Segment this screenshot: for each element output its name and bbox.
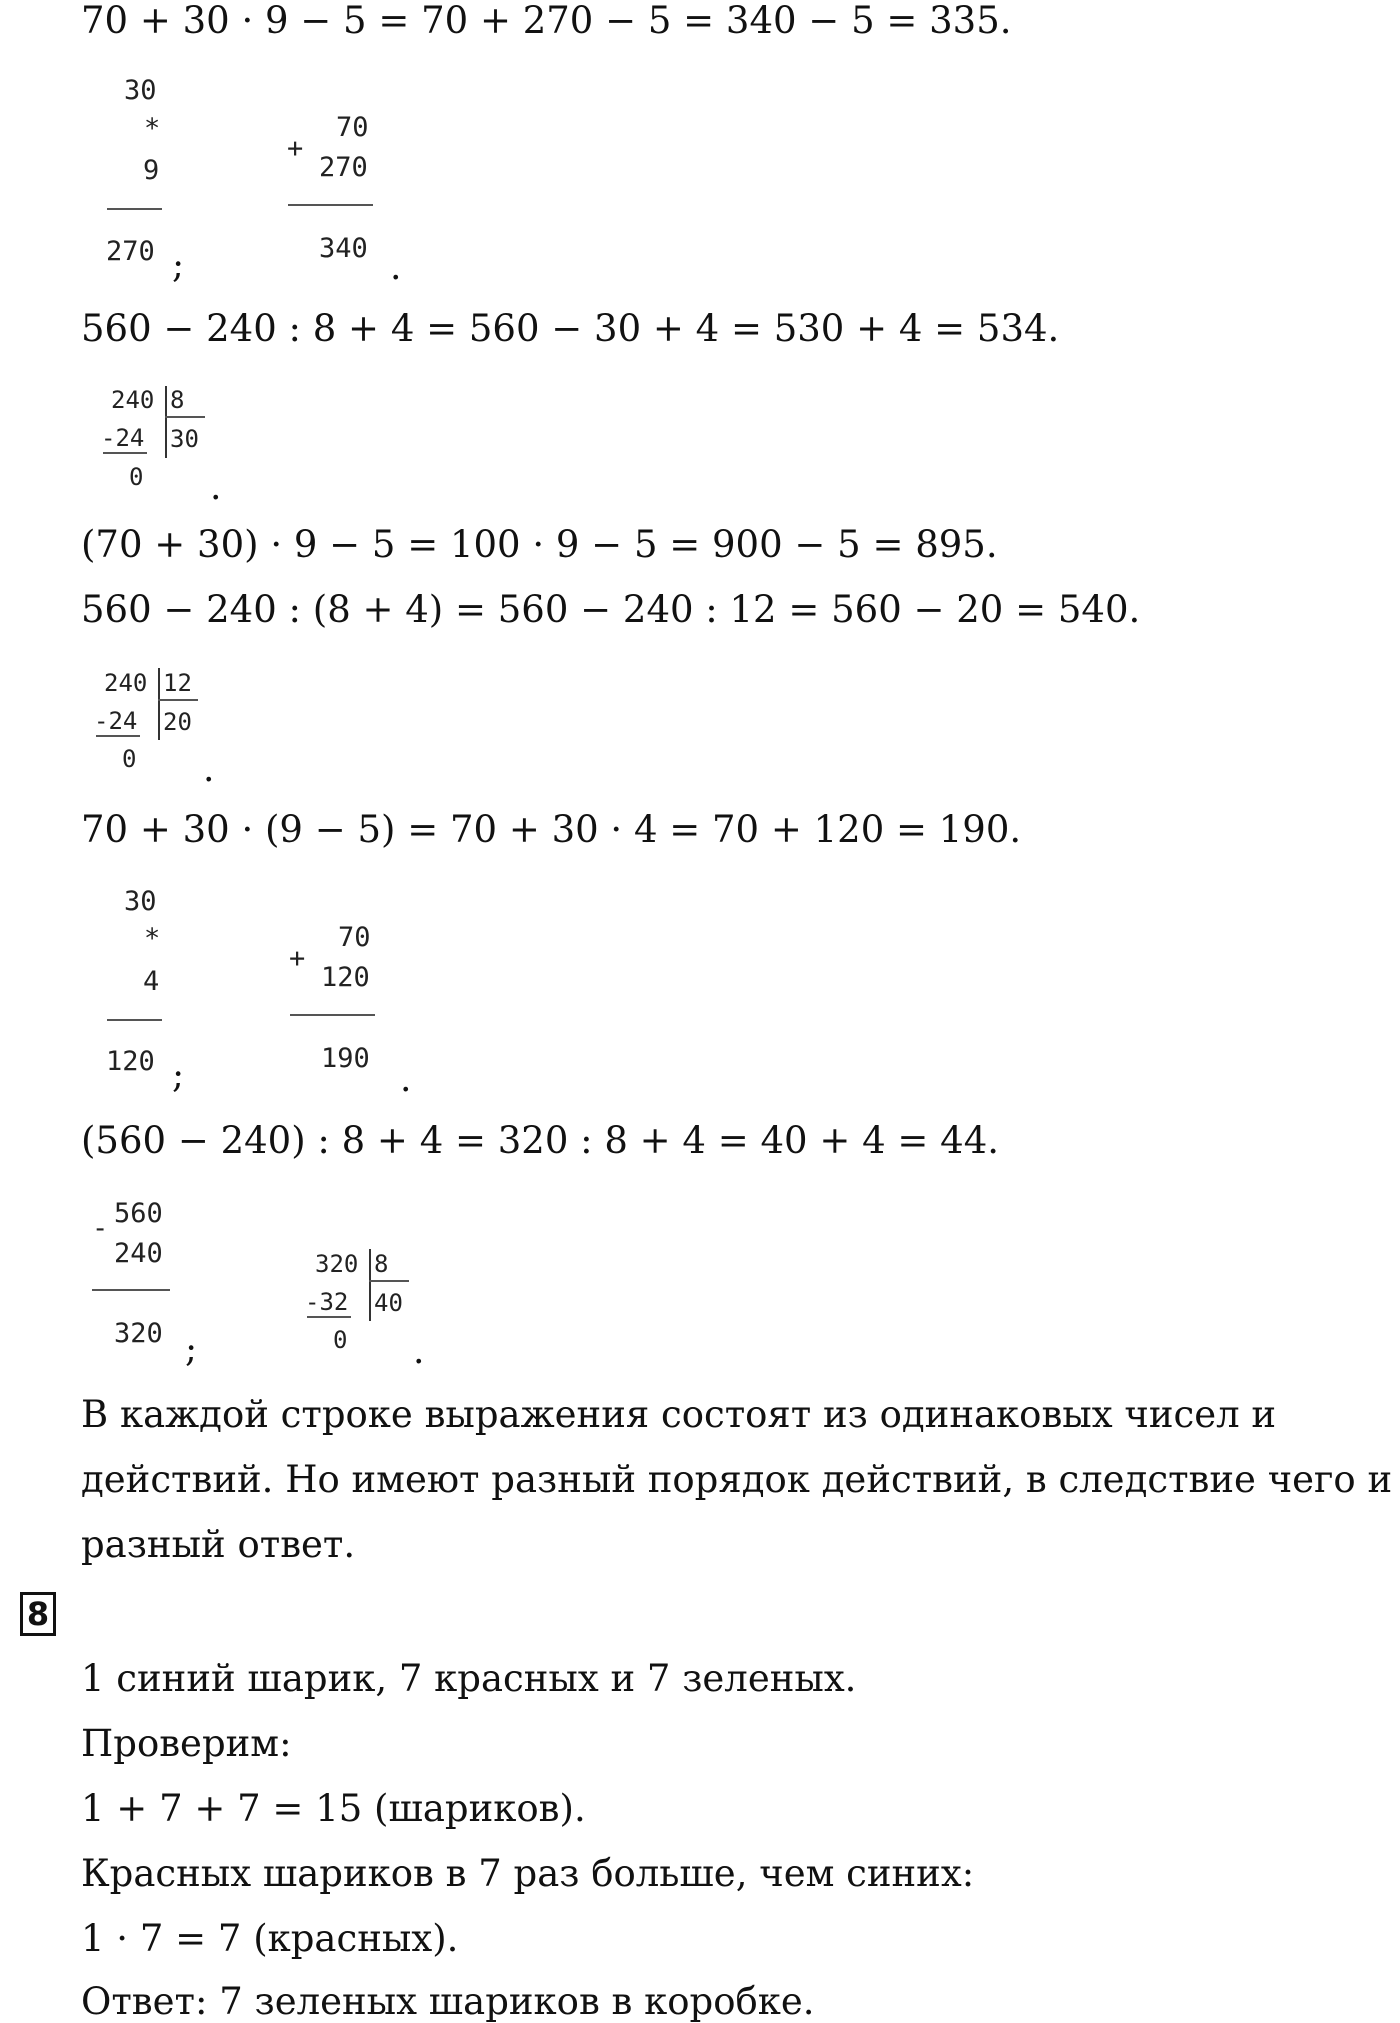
task-number-box: 8 <box>20 1592 56 1636</box>
divisor-rule <box>165 416 205 418</box>
semicolon: ; <box>185 1329 198 1370</box>
period: . <box>390 247 402 288</box>
check-sum: 1 + 7 + 7 = 15 (шариков). <box>81 1787 586 1830</box>
sum: 340 <box>319 233 368 264</box>
expression-line-5: 70 + 30 · (9 − 5) = 70 + 30 · 4 = 70 + 120 = 190. <box>81 808 1022 851</box>
period: . <box>413 1331 425 1372</box>
divisor: 12 <box>163 669 192 697</box>
multiply-sign: * <box>144 113 161 144</box>
task-answer-line: 1 синий шарик, 7 красных и 7 зеленых. <box>81 1657 857 1700</box>
product: 120 <box>106 1046 155 1077</box>
check-condition: Красных шариков в 7 раз больше, чем синих: <box>81 1852 975 1895</box>
remainder: 0 <box>129 463 144 491</box>
addend-1: 70 <box>338 922 371 953</box>
minuend: 560 <box>114 1198 163 1229</box>
minus-sign: - <box>92 1213 109 1244</box>
plus-sign: + <box>287 133 304 164</box>
difference: 320 <box>114 1318 163 1349</box>
expression-line-3: (70 + 30) · 9 − 5 = 100 · 9 − 5 = 900 − 5 = 895. <box>81 523 998 566</box>
dividend: 240 <box>111 386 155 414</box>
period: . <box>210 467 222 508</box>
addend-2: 270 <box>319 152 368 183</box>
expression-line-6: (560 − 240) : 8 + 4 = 320 : 8 + 4 = 40 + 4 = 44. <box>81 1119 1000 1162</box>
expression-line-4: 560 − 240 : (8 + 4) = 560 − 240 : 12 = 560 − 20 = 540. <box>81 588 1141 631</box>
divisor-rule <box>369 1280 409 1282</box>
division-bar <box>158 668 160 740</box>
result-rule <box>92 1289 170 1291</box>
explanation-line-1: В каждой строке выражения состоят из одинаковых чисел и <box>81 1393 1277 1436</box>
product: 270 <box>106 236 155 267</box>
period: . <box>203 749 215 790</box>
subtrahend: -24 <box>101 424 145 452</box>
result-rule <box>288 204 373 206</box>
subtrahend: -32 <box>305 1288 349 1316</box>
dividend: 240 <box>104 669 148 697</box>
quotient: 20 <box>163 708 192 736</box>
remainder: 0 <box>333 1326 348 1354</box>
quotient: 30 <box>170 425 199 453</box>
subtraction-rule <box>96 735 140 737</box>
divisor: 8 <box>374 1250 389 1278</box>
subtraction-rule <box>307 1316 351 1318</box>
addend-2: 120 <box>321 962 370 993</box>
subtraction-rule <box>103 452 147 454</box>
explanation-line-3: разный ответ. <box>81 1523 356 1566</box>
quotient: 40 <box>374 1289 403 1317</box>
addend-1: 70 <box>336 112 369 143</box>
semicolon: ; <box>172 1055 185 1096</box>
explanation-line-2: действий. Но имеют разный порядок действий, в следствие чего и <box>81 1458 1393 1501</box>
multiply-sign: * <box>144 923 161 954</box>
multiplier: 9 <box>143 155 160 186</box>
multiplicand: 30 <box>124 886 157 917</box>
dividend: 320 <box>315 1250 359 1278</box>
period: . <box>400 1059 412 1100</box>
expression-line-1: 70 + 30 · 9 − 5 = 70 + 270 − 5 = 340 − 5 = 335. <box>81 0 1012 42</box>
result-rule <box>107 208 162 210</box>
remainder: 0 <box>122 745 137 773</box>
plus-sign: + <box>289 943 306 974</box>
check-product: 1 · 7 = 7 (красных). <box>81 1917 459 1960</box>
result-rule <box>107 1019 162 1021</box>
check-heading: Проверим: <box>81 1722 292 1765</box>
sum: 190 <box>321 1043 370 1074</box>
multiplier: 4 <box>143 966 160 997</box>
divisor: 8 <box>170 386 185 414</box>
division-bar <box>369 1249 371 1321</box>
division-bar <box>165 386 167 458</box>
expression-line-2: 560 − 240 : 8 + 4 = 560 − 30 + 4 = 530 + 4 = 534. <box>81 307 1060 350</box>
semicolon: ; <box>172 245 185 286</box>
final-answer: Ответ: 7 зеленых шариков в коробке. <box>81 1980 815 2023</box>
subtrahend: 240 <box>114 1238 163 1269</box>
subtrahend: -24 <box>94 707 138 735</box>
divisor-rule <box>158 699 198 701</box>
multiplicand: 30 <box>124 75 157 106</box>
result-rule <box>290 1014 375 1016</box>
